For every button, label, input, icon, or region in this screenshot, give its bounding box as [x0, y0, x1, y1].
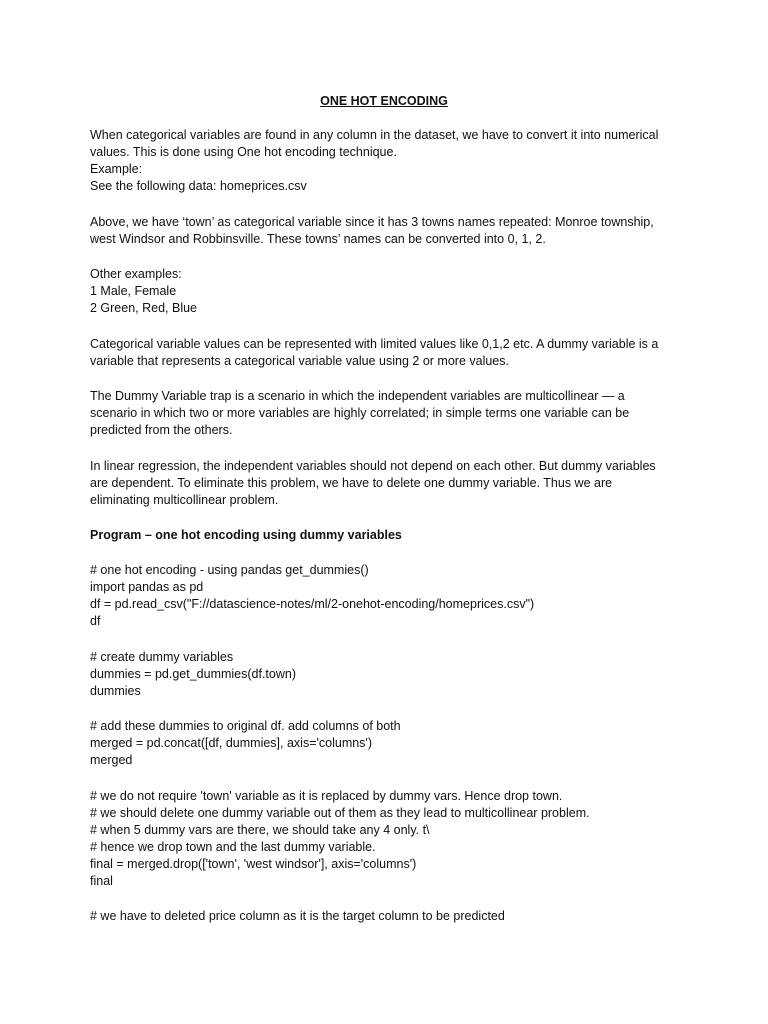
- code-line: # we do not require 'town' variable as it is replaced by dummy vars. Hence drop town.: [90, 789, 563, 803]
- code-line: # we have to deleted price column as it is the target column to be predicted: [90, 909, 505, 923]
- paragraph-line: scenario in which two or more variables are highly correlated; in simple terms one variable can be: [90, 406, 630, 420]
- paragraph-line: west Windsor and Robbinsville. These towns’ names can be converted into 0, 1, 2.: [90, 232, 546, 246]
- paragraph-line: predicted from the others.: [90, 423, 233, 437]
- paragraph-line: 1 Male, Female: [90, 284, 177, 298]
- code-line: dummies: [90, 684, 141, 698]
- paragraph-line: are dependent. To eliminate this problem, we have to delete one dummy variable. Thus we are: [90, 476, 613, 490]
- code-line: dummies = pd.get_dummies(df.town): [90, 667, 296, 681]
- paragraph-line: Example:: [90, 162, 143, 176]
- paragraph-line: Other examples:: [90, 267, 182, 281]
- section-heading: Program – one hot encoding using dummy variables: [90, 528, 402, 542]
- paragraph-line: values. This is done using One hot encoding technique.: [90, 145, 397, 159]
- paragraph-line: eliminating multicollinear problem.: [90, 493, 279, 507]
- code-line: final = merged.drop(['town', 'west windsor'], axis='columns'): [90, 857, 417, 871]
- code-line: df: [90, 614, 101, 628]
- document-title: ONE HOT ENCODING: [320, 94, 448, 108]
- code-line: final: [90, 874, 113, 888]
- paragraph-line: The Dummy Variable trap is a scenario in which the independent variables are multicollinear — a: [90, 389, 625, 403]
- code-line: # we should delete one dummy variable out of them as they lead to multicollinear problem.: [90, 806, 590, 820]
- code-line: # when 5 dummy vars are there, we should take any 4 only. t\: [90, 823, 430, 837]
- code-line: import pandas as pd: [90, 580, 204, 594]
- code-line: df = pd.read_csv("F://datascience-notes/ml/2-onehot-encoding/homeprices.csv"): [90, 597, 535, 611]
- paragraph-line: variable that represents a categorical variable value using 2 or more values.: [90, 354, 509, 368]
- code-line: # hence we drop town and the last dummy variable.: [90, 840, 376, 854]
- paragraph-line: Above, we have ‘town’ as categorical variable since it has 3 towns names repeated: Monroe township,: [90, 215, 654, 229]
- code-line: merged = pd.concat([df, dummies], axis='columns'): [90, 736, 372, 750]
- paragraph-line: When categorical variables are found in any column in the dataset, we have to convert it into numerical: [90, 128, 659, 142]
- paragraph-line: In linear regression, the independent variables should not depend on each other. But dummy variables: [90, 459, 656, 473]
- code-line: # one hot encoding - using pandas get_dummies(): [90, 563, 369, 577]
- paragraph-line: See the following data: homeprices.csv: [90, 179, 307, 193]
- paragraph-line: Categorical variable values can be represented with limited values like 0,1,2 etc. A dummy variable is a: [90, 337, 659, 351]
- code-line: merged: [90, 753, 133, 767]
- code-line: # add these dummies to original df. add columns of both: [90, 719, 401, 733]
- code-line: # create dummy variables: [90, 650, 234, 664]
- paragraph-line: 2 Green, Red, Blue: [90, 301, 198, 315]
